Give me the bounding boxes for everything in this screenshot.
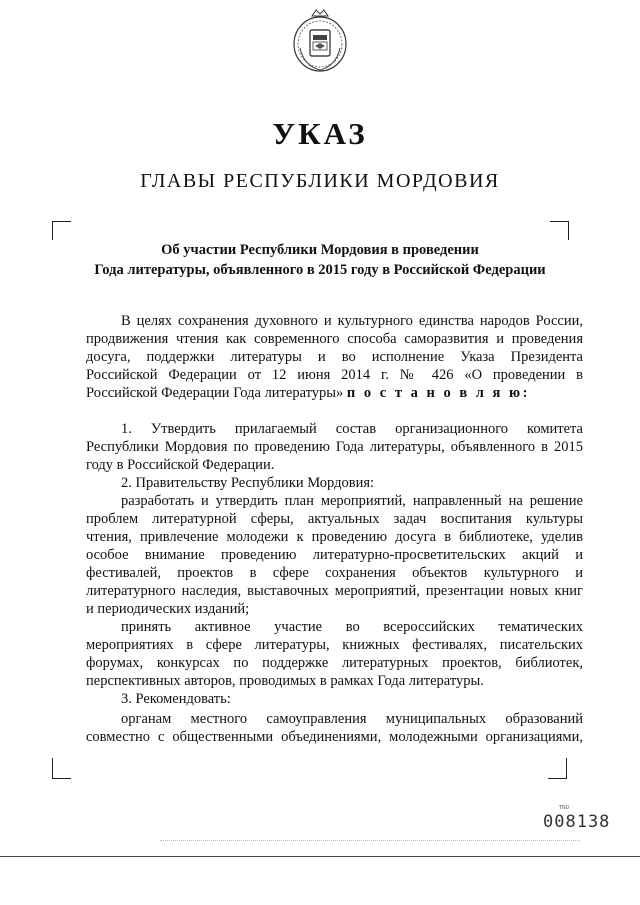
body-line: особое внимание проведению литературно-просветительских акций и [86,547,583,563]
heading-line: Об участии Республики Мордовия в проведении [161,242,479,258]
corner-bracket-top-right [550,221,569,240]
body-line: и периодических изданий; [86,601,250,617]
body-line: мероприятиях в сфере литературы, книжных фестивалях, писательских [86,637,583,653]
postanovlyayu-text: п о с т а н о в л я ю: [346,385,530,401]
body-line: Республики Мордовия по проведению Года литературы, объявленного в 2015 [86,439,583,455]
page-bottom-edge [0,856,640,857]
body-line: году в Российской Федерации. [86,457,275,473]
body-line: совместно с общественными объединениями, молодежными организациями, [86,729,583,745]
body-line: досуга, поддержки литературы и во исполнение Указа Президента [86,349,583,365]
body-line: перспективных авторов, проводимых в рамках Года литературы. [86,673,484,689]
body-line: 1. Утвердить прилагаемый состав организационного комитета [121,421,583,437]
corner-bracket-bottom-right [548,758,567,779]
document-subtitle: ГЛАВЫ РЕСПУБЛИКИ МОРДОВИЯ [140,170,500,192]
decree-heading [80,240,560,280]
body-line [86,384,583,402]
corner-bracket-bottom-left [52,758,71,779]
heading-line: Года литературы, объявленного в 2015 году в Российской Федерации [94,262,546,278]
coat-of-arms-emblem [290,8,350,76]
body-line: принять активное участие во всероссийских тематических [121,619,583,635]
scan-artifact-dots [160,840,580,845]
body-line: чтения, привлечение молодежи к проведению досуга в библиотеке, уделив [86,529,583,545]
corner-bracket-top-left [52,221,71,240]
page-number-prefix: TN0 [559,805,569,811]
body-line: продвижения чтения как современного способа саморазвития и проведения [86,331,583,347]
body-line: разработать и утвердить план мероприятий, направленный на решение [121,493,583,509]
body-line: форумах, конкурсах по поддержке литературных проектов, библиотек, [86,655,583,671]
body-line: литературного наследия, выставочных мероприятий, презентации новых книг [86,583,583,599]
document-title: УКАЗ [272,116,368,151]
body-line: В целях сохранения духовного и культурного единства народов России, [121,313,583,329]
body-line: 3. Рекомендовать: [121,691,231,707]
body-line: проблем литературной сферы, актуальных задач воспитания культуры [86,511,583,527]
body-line: Российской Федерации от 12 июня 2014 г. № 426 «О проведении в [86,367,583,383]
body-line: органам местного самоуправления муниципальных образований [121,711,583,727]
body-line: фестивалей, проектов в сфере сохранения объектов культурного и [86,565,583,581]
body-text: Российской Федерации Года литературы» [86,385,344,401]
page-number: 008138 [543,812,611,832]
body-line: 2. Правительству Республики Мордовия: [121,475,375,491]
